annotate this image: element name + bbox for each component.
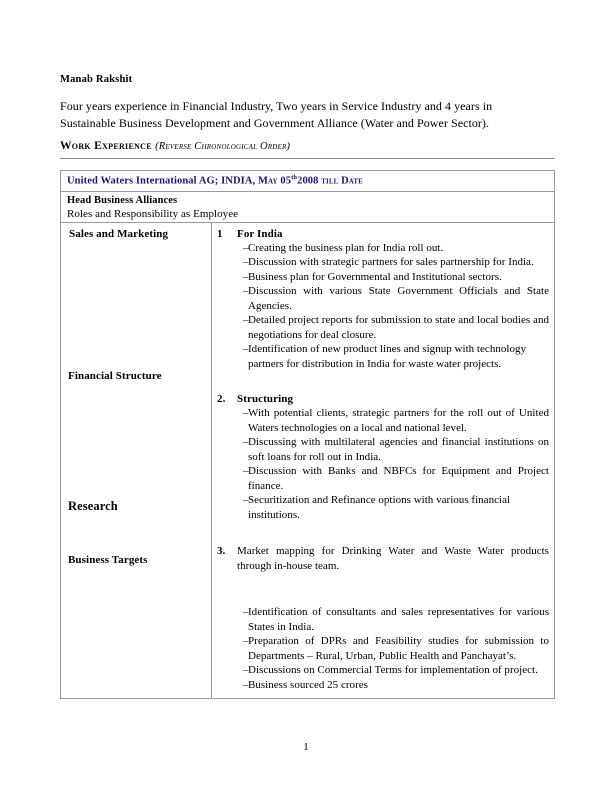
- section-gap: [217, 595, 549, 605]
- dash-marker: –: [243, 678, 249, 691]
- section-gap: [217, 522, 549, 544]
- company-name: United Waters International AG;: [67, 175, 219, 187]
- section-row-sales-and-marketing: [61, 223, 554, 699]
- list-item: [217, 464, 549, 493]
- section-subheading-sales: [217, 228, 549, 240]
- section-subheading-label: Structuring: [237, 393, 294, 405]
- list-item: [217, 313, 549, 342]
- category-label-financial-structure: Financial Structure: [68, 370, 162, 382]
- bullet-text: Detailed project reports for submission to state and local bodies and negotiations for deal closure.: [248, 314, 549, 341]
- bullet-text: Creating the business plan for India roll out.: [248, 241, 444, 254]
- bullet-text: Discussions on Commercial Terms for implementation of project.: [248, 664, 538, 676]
- bullet-text: Business plan for Governmental and Institutional sectors.: [248, 270, 502, 283]
- dash-marker: –: [243, 436, 249, 448]
- bullet-list-financial: [217, 406, 549, 522]
- section-paragraph-text: Market mapping for Drinking Water and Waste Water products through in-house team.: [237, 545, 549, 572]
- category-label: Sales and Marketing: [69, 227, 169, 240]
- bullet-text: Business sourced 25 crores: [248, 678, 368, 691]
- designation-row: [61, 192, 554, 223]
- category-label-business-targets: Business Targets: [68, 554, 148, 566]
- bullet-text: Securitization and Refinance options with various financial institutions.: [248, 494, 511, 521]
- bullet-list-sales: [217, 241, 549, 372]
- bullet-text: Preparation of DPRs and Feasibility studies for submission to Departments – Rural, Urban, Public Health and Panchayat’s.: [248, 635, 549, 662]
- section-gap: [217, 573, 549, 595]
- company-date-month: May 05: [258, 175, 292, 187]
- section-paragraph-research: [217, 544, 549, 573]
- dash-marker: –: [243, 241, 249, 254]
- detail-cell-sales-and-marketing: [212, 223, 554, 699]
- list-item: [217, 663, 549, 678]
- bullet-list-business-targets: [217, 605, 549, 692]
- company-location: INDIA,: [221, 175, 256, 187]
- list-item: [217, 342, 549, 371]
- candidate-name: Manab Rakshit: [60, 74, 133, 85]
- heading-divider: [60, 158, 555, 159]
- dash-marker: –: [243, 407, 249, 419]
- dash-marker: –: [243, 465, 249, 477]
- dash-marker: –: [243, 343, 249, 355]
- dash-marker: –: [243, 664, 249, 676]
- company-date-ordinal: th: [291, 174, 298, 181]
- section-number: 2.: [217, 393, 226, 405]
- dash-marker: –: [243, 256, 249, 268]
- dash-marker: –: [243, 314, 249, 326]
- list-item: [217, 634, 549, 663]
- bullet-text: Discussing with multilateral agencies and financial institutions on soft loans for roll out in India.: [248, 436, 549, 463]
- list-item: [217, 435, 549, 464]
- bullet-text: Identification of consultants and sales representatives for various States in India.: [248, 606, 549, 633]
- section-subheading-label: For India: [237, 227, 283, 240]
- category-cell-sales-and-marketing: [61, 223, 212, 699]
- company-header-row: [61, 171, 554, 192]
- dash-marker: –: [243, 606, 249, 618]
- roles-label: Roles and Responsibility as Employee: [67, 207, 239, 220]
- bullet-text: Discussion with strategic partners for sales partnership for India.: [248, 256, 534, 268]
- section-subheading-financial: [217, 393, 549, 405]
- bullet-text: Identification of new product lines and signup with technology partners for distribution in India for waste water projects.: [248, 343, 527, 370]
- section-gap: [217, 371, 549, 393]
- bullet-text: Discussion with Banks and NBFCs for Equipment and Project finance.: [248, 465, 549, 492]
- bullet-text: With potential clients, strategic partners for the roll out of United Waters technologies on a local and national level.: [248, 407, 549, 434]
- list-item: [217, 678, 549, 693]
- dash-marker: –: [243, 285, 249, 297]
- list-item: [217, 255, 549, 270]
- company-header: [61, 171, 554, 191]
- bullet-text: Discussion with various State Government Officials and State Agencies.: [248, 285, 549, 312]
- work-experience-heading: [60, 140, 290, 152]
- list-item: [217, 284, 549, 313]
- work-experience-heading-text: Work Experience: [60, 140, 152, 152]
- list-item: [217, 605, 549, 634]
- company-date-year: 2008: [297, 175, 319, 187]
- company-date-suffix: till Date: [321, 175, 363, 187]
- list-item: [217, 406, 549, 435]
- list-item: [217, 270, 549, 285]
- designation-label: Head Business Alliances: [67, 194, 178, 206]
- page-number: 1: [303, 741, 309, 753]
- dash-marker: –: [243, 494, 249, 506]
- list-item: [217, 241, 549, 256]
- section-number: 3.: [217, 545, 226, 557]
- section-number: 1: [217, 227, 223, 240]
- work-experience-heading-note: (Reverse Chronological Order): [155, 141, 291, 152]
- dash-marker: –: [243, 270, 249, 283]
- list-item: [217, 493, 549, 522]
- experience-table: [60, 170, 555, 699]
- category-label-research: Research: [68, 499, 118, 513]
- dash-marker: –: [243, 635, 249, 647]
- profile-summary: Four years experience in Financial Industry, Two years in Service Industry and 4 years in Sustainable Business Development and Government Alliance (Water and Power Sector).: [60, 99, 493, 130]
